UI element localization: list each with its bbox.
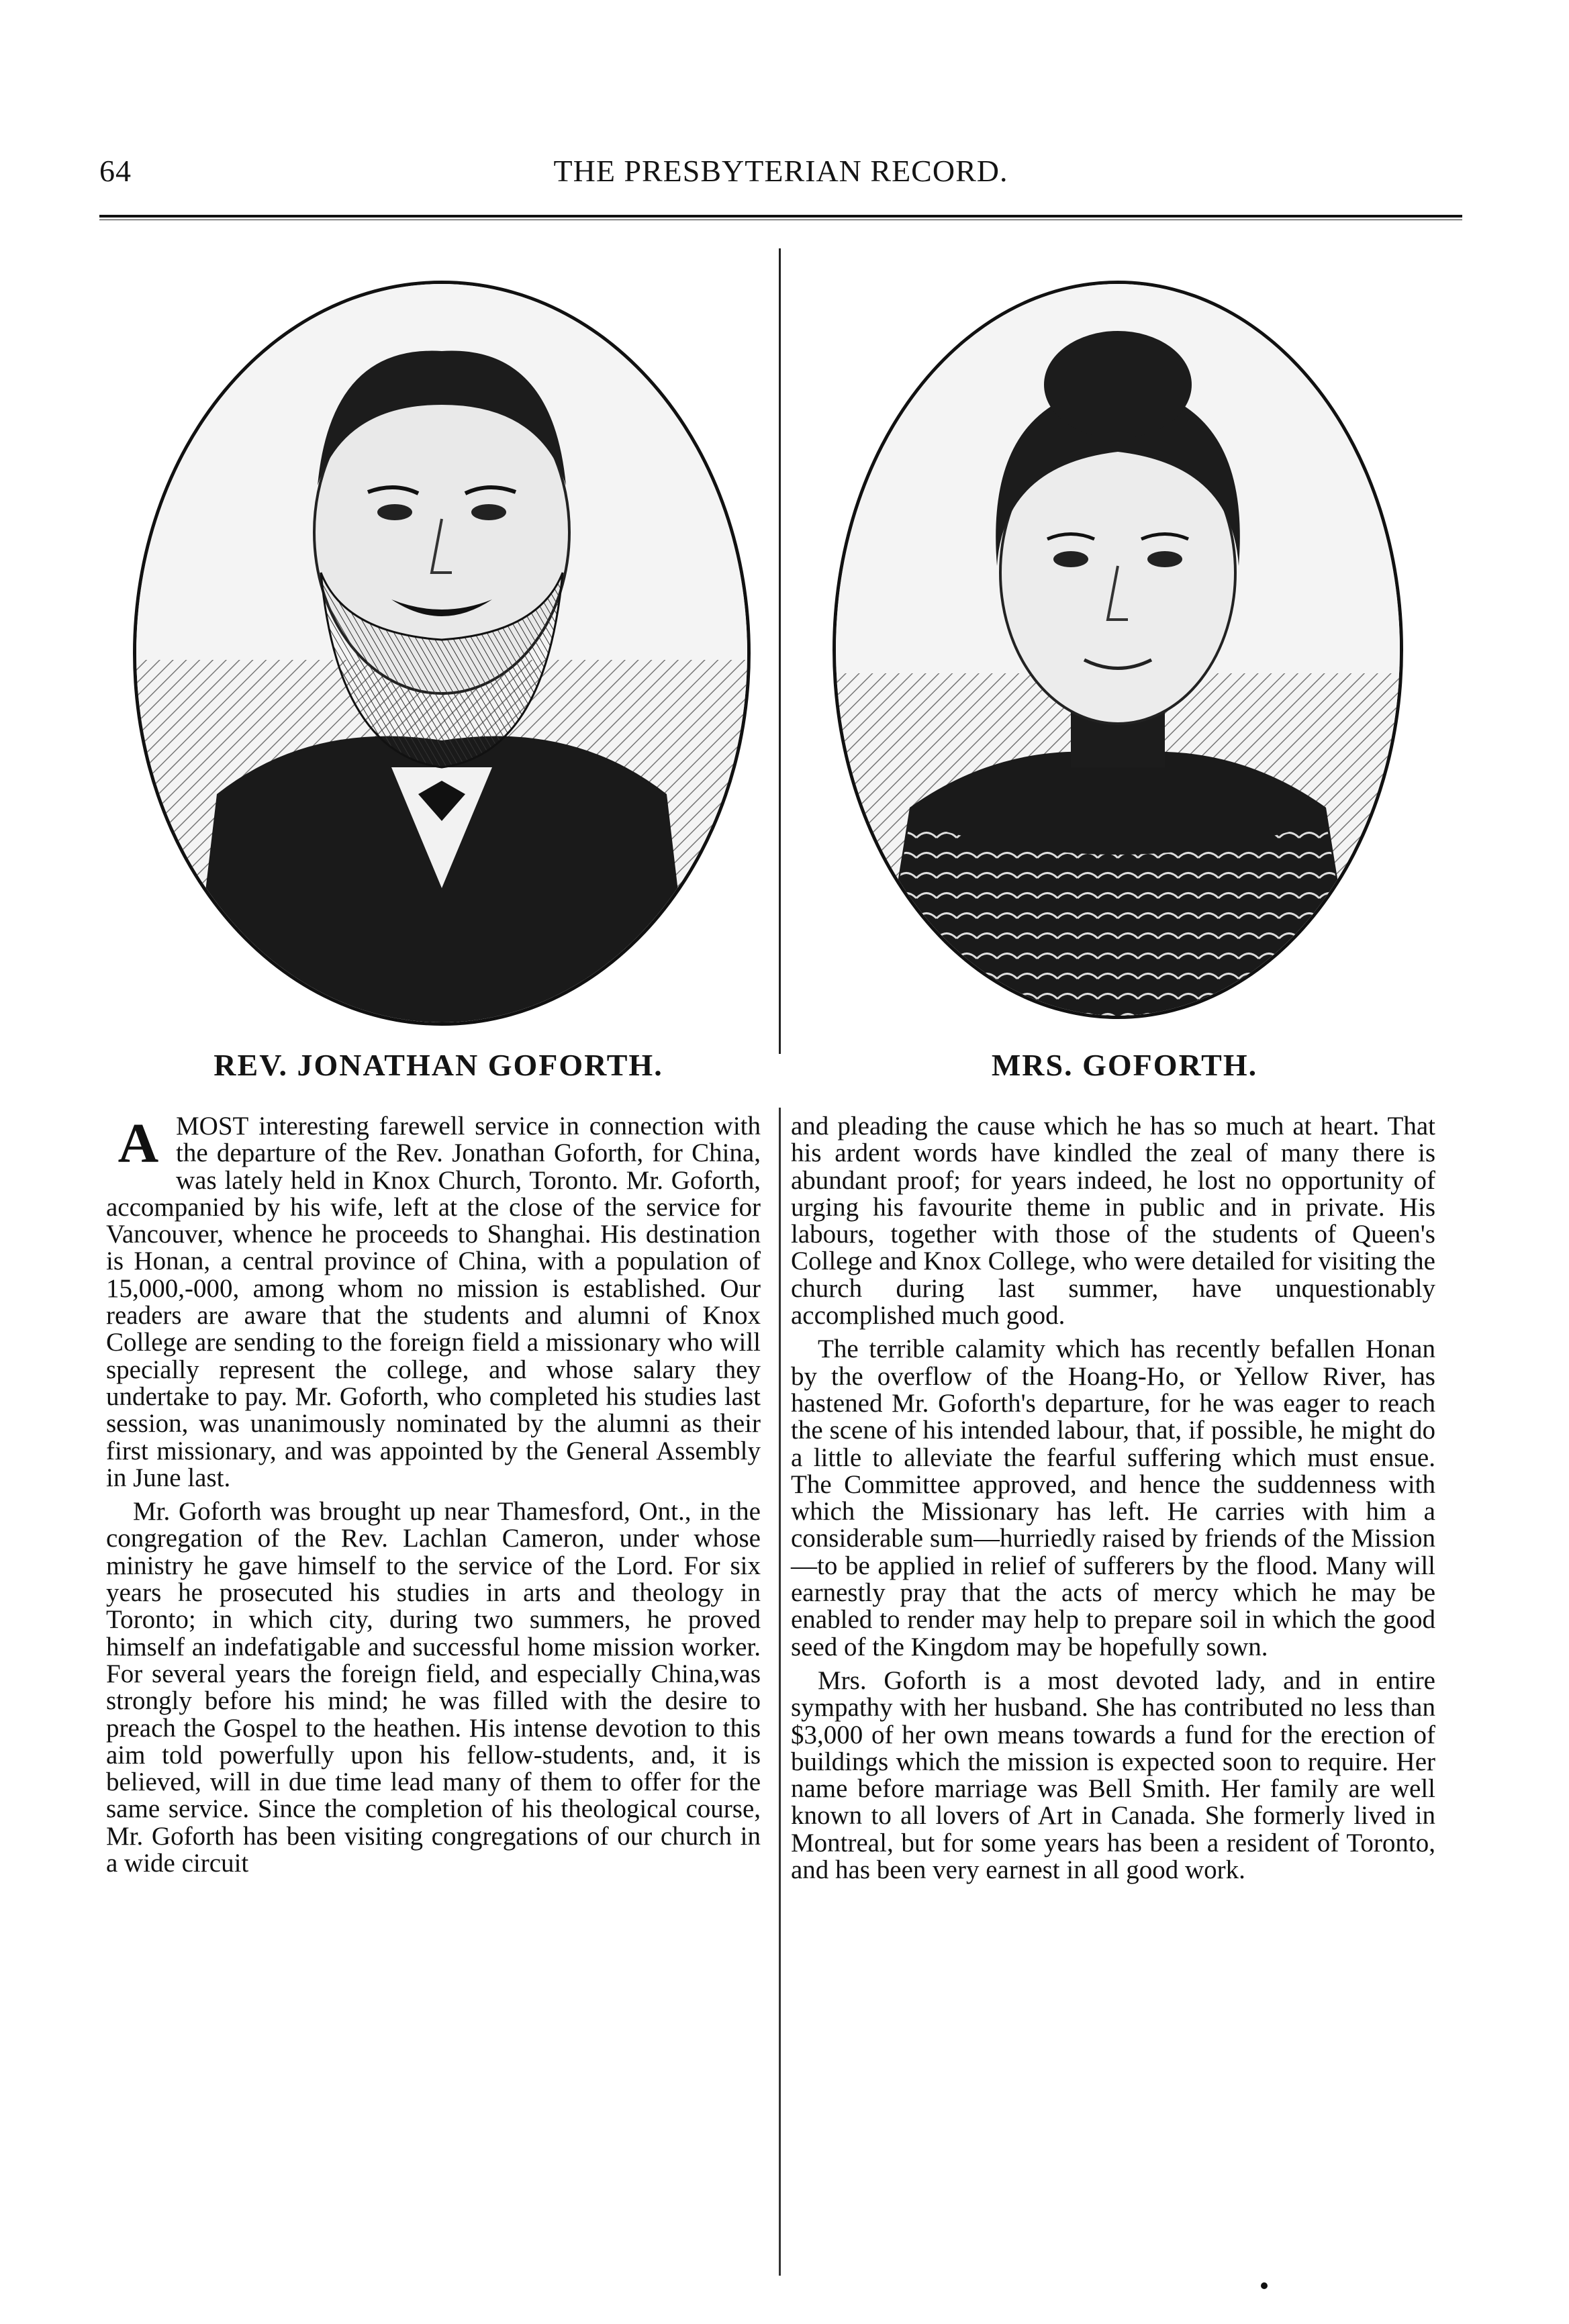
end-mark	[1261, 2282, 1268, 2289]
column-divider-rule	[779, 1108, 781, 2276]
paragraph-2: Mr. Goforth was brought up near Thamesford, Ont., in the congregation of the Rev. Lachlan Cameron, under whose ministry he gave himself to the service of the Lord. For six years he prosecuted his studies in arts and theology in Toronto; in which city, during two summers, he proved himself an indefatigable and successful home mission worker. For several years the foreign field, and especially China,was strongly before his mind; he was filled with the desire to preach the Gospel to the heathen. His intense devotion to this aim told powerfully upon his fellow-students, and, it is believed, will in due time lead many of them to offer for the same service. Since the completion of his theological course, Mr. Goforth has been visiting congregations of our church in a wide circuit	[106, 1497, 761, 1878]
caption-rev-goforth: REV. JONATHAN GOFORTH.	[213, 1048, 663, 1082]
article-right-column	[791, 1113, 1435, 1884]
caption-mrs-goforth: MRS. GOFORTH.	[991, 1048, 1258, 1082]
running-head: THE PRESBYTERIAN RECORD.	[553, 154, 1008, 188]
article-left-column	[106, 1113, 761, 1877]
paragraph-1	[106, 1113, 761, 1492]
page-number: 64	[99, 154, 132, 188]
portrait-divider-rule	[779, 248, 781, 1054]
page-header	[99, 153, 1462, 200]
portrait-rev-goforth	[133, 281, 751, 1026]
drop-cap: A	[117, 1112, 159, 1175]
header-rule	[99, 215, 1462, 220]
paragraph-1-text: interesting farewell service in connection with the departure of the Rev. Jonathan Goforth, for China, was lately held in Knox Church, Toronto. Mr. Goforth, accompanied by his wife, left at the close of the service for Vancouver, whence he proceeds to Shanghai. His destination is Honan, a central province of China, with a population of 15,000,-000, among whom no mission is established. Our readers are aware that the students and alumni of Knox College are sending to the foreign field a missionary who will specially represent the college, and whose salary they undertake to pay. Mr. Goforth, who completed his studies last session, was unanimously nominated by the alumni as their first missionary, and was appointed by the General Assembly in June last.	[106, 1112, 761, 1492]
paragraph-5: Mrs. Goforth is a most devoted lady, and in entire sympathy with her husband. She has contributed no less than $3,000 of her own means towards a fund for the erection of buildings which the mission is expected soon to require. Her name before marriage was Bell Smith. Her family are well known to all lovers of Art in Canada. She formerly lived in Montreal, but for some years has been a resident of Toronto, and has been very earnest in all good work.	[791, 1665, 1435, 1885]
paragraph-4: The terrible calamity which has recently befallen Honan by the overflow of the Hoang-Ho, or Yellow River, has hastened Mr. Goforth's departure, for he was eager to reach the scene of his intended labour, that, if possible, he might do a little to alleviate the fearful suffering which must ensue. The Committee approved, and hence the suddenness with which the Missionary has left. He carries with him a considerable sum—hurriedly raised by friends of the Mission—to be applied in relief of sufferers by the flood. Many will earnestly pray that the acts of mercy which he may be enabled to render may help to prepare soil in which the good seed of the Kingdom may be hopefully sown.	[791, 1335, 1435, 1661]
engraving-man-image	[136, 284, 747, 1022]
lead-word: MOST	[176, 1112, 249, 1141]
portrait-mrs-goforth	[833, 281, 1403, 1019]
paragraph-3: and pleading the cause which he has so much at heart. That his ardent words have kindled the zeal of many there is abundant proof; for years indeed, he lost no opportunity of urging his favourite theme in public and in private. His labours, together with those of the students of Queen's College and Knox College, who were detailed for visiting the church during last summer, have unquestionably accomplished much good.	[791, 1112, 1435, 1330]
engraving-woman-image	[836, 284, 1400, 1016]
